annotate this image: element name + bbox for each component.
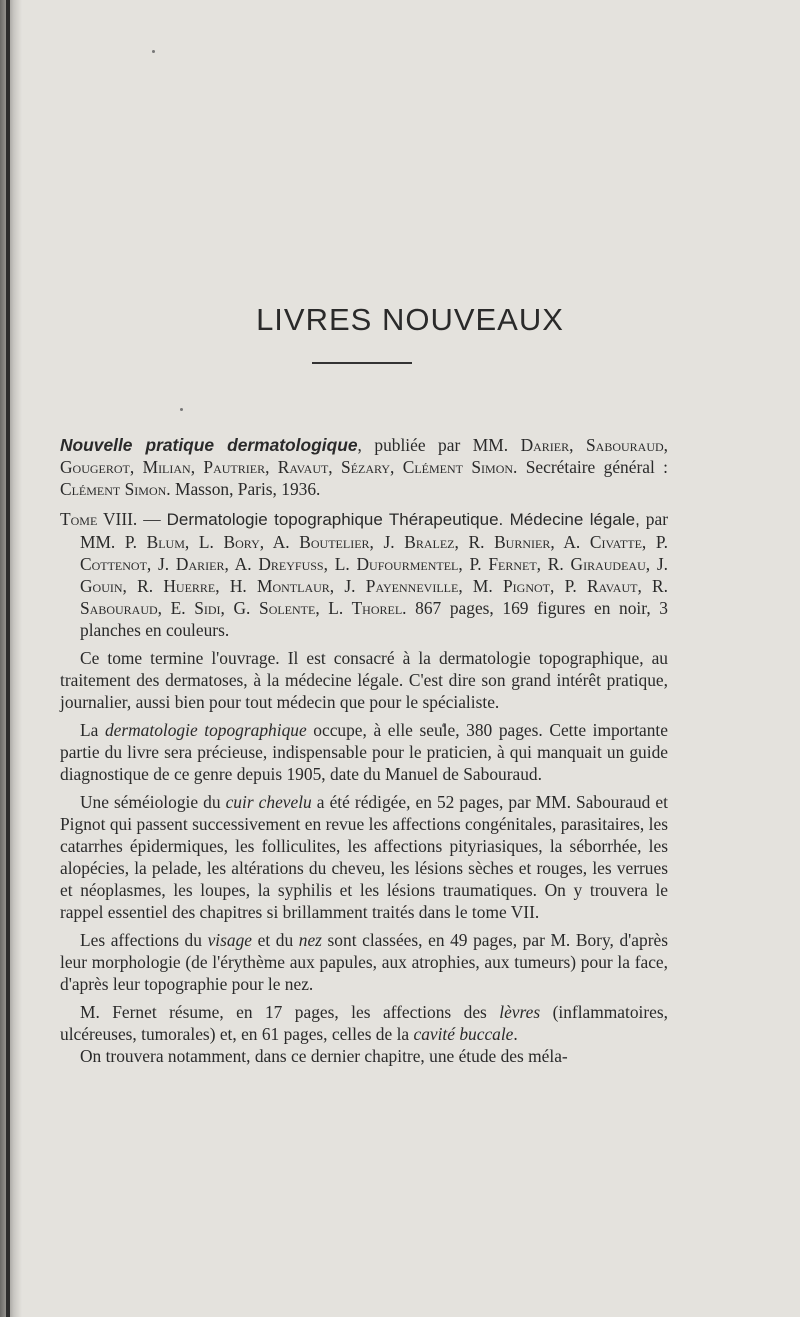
- paragraph-text: .: [513, 1024, 518, 1044]
- paragraph-scalp: [60, 791, 668, 923]
- paragraph-text: M. Fernet résume, en 17 pages, les affections des: [80, 1002, 500, 1022]
- paper-speck: [180, 408, 183, 411]
- tome-authors: P. Blum, L. Bory, A. Boutelier, J. Bralez, R. Burnier, A. Civatte, P. Cottenot, J. Darier, A. Dreyfuss, L. Dufourmentel, P. Fernet, R. Giraudeau, J. Gouin, R. Huerre, H. Montlaur, J. Payenneville, M. Pignot, P. Ravaut, R. Sabouraud, E. Sidi, G. Solente, L. Thorel.: [80, 532, 668, 618]
- paragraph-continuation: On trouvera notamment, dans ce dernier chapitre, une étude des méla-: [80, 1046, 568, 1066]
- emphasis-term: cavité buccale: [413, 1024, 514, 1044]
- book-secretary: Clément Simon: [60, 479, 167, 499]
- paragraph-text: et du: [252, 930, 299, 950]
- book-publisher: . Masson, Paris, 1936.: [166, 479, 321, 499]
- emphasis-term: nez: [298, 930, 322, 950]
- book-secretary-intro: . Secrétaire général :: [513, 457, 669, 477]
- page-title: LIVRES NOUVEAUX: [256, 302, 564, 337]
- paragraph-face: [60, 929, 668, 995]
- tome-entry: [60, 508, 668, 641]
- book-authors: Darier, Sabouraud, Gougerot, Milian, Pautrier, Ravaut, Sézary, Clément Simon: [60, 435, 668, 477]
- paragraph-text: sont classées, en 49 pages, par M. Bory, d'après leur morphologie (de l'érythème aux papules, aux atrophies, aux tumeurs) pour la face, d'après leur topographie pour le nez.: [60, 930, 668, 994]
- book-publication-intro: , publiée par MM.: [357, 435, 521, 455]
- emphasis-term: visage: [207, 930, 252, 950]
- paper-speck: [152, 50, 155, 53]
- book-binding-edge: [6, 0, 10, 1317]
- tome-details: 867 pages, 169 figures en noir, 3 planches en couleurs.: [80, 598, 668, 640]
- paragraph-lips: [60, 1001, 668, 1045]
- paragraph-topographic: [60, 719, 668, 785]
- book-title: Nouvelle pratique dermatologique: [60, 435, 358, 455]
- paragraph-text: occupe, à elle seule, 380 pages. Cette importante partie du livre sera précieuse, indispensable pour le praticien, à qui manquait un guide diagnostique de ce genre depuis 1905, date du Manuel de Sabouraud.: [60, 720, 668, 784]
- emphasis-term: cuir chevelu: [225, 792, 312, 812]
- tome-title: Dermatologie topographique Thérapeutique. Médecine légale,: [166, 510, 640, 529]
- paragraph-text: Les affections du: [80, 930, 208, 950]
- book-binding-shadow: [0, 0, 22, 1317]
- paragraph-text: a été rédigée, en 52 pages, par MM. Sabouraud et Pignot qui passent successivement en revue les affections congénitales, parasitaires, les catarrhes épidermiques, les folliculites, les affections pityriasiques, la séborrhée, les alopécies, la pelade, les altérations du cheveu, les lésions sèches et rouges, les verrues et néoplasmes, les loupes, la syphilis et les lésions traumatiques. On y trouvera le rappel essentiel des chapitres si brillamment traités dans le tome VII.: [60, 792, 668, 922]
- paragraph-text: (inflammatoires, ulcéreuses, tumorales) et, en 61 pages, celles de la: [60, 1002, 668, 1044]
- tome-dash: —: [137, 509, 167, 529]
- book-entry: [60, 434, 668, 500]
- emphasis-term: dermatologie topographique: [104, 720, 307, 740]
- review-content: [60, 434, 668, 1067]
- paragraph-intro: Ce tome termine l'ouvrage. Il est consacré à la dermatologie topographique, au traitement des dermatoses, à la médecine légale. C'est dire son grand intérêt pratique, journalier, aussi bien pour tout médecin que pour le spécialiste.: [60, 648, 668, 712]
- title-divider: [312, 362, 412, 364]
- paragraph-text: Une séméiologie du: [80, 792, 226, 812]
- tome-by: par MM.: [80, 509, 668, 552]
- tome-label: Tome VIII.: [60, 509, 138, 529]
- emphasis-term: lèvres: [499, 1002, 541, 1022]
- paragraph-text: La: [80, 720, 105, 740]
